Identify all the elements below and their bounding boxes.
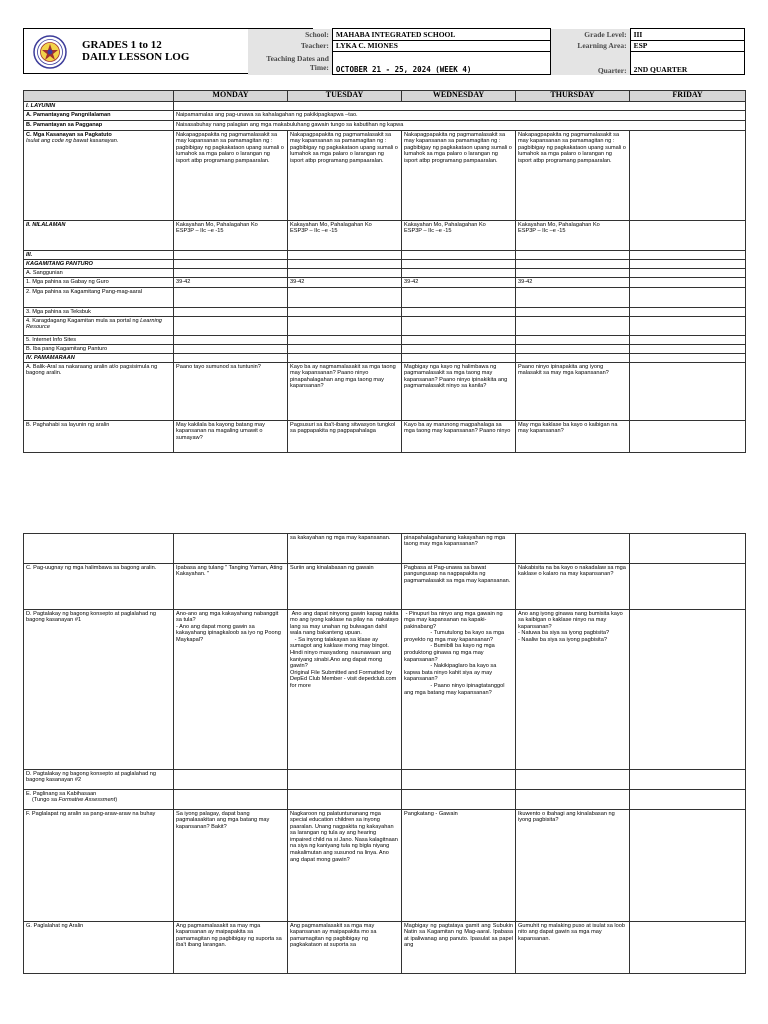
kasanayan-thursday: Nakapagpapakita ng pagmamalasakit sa may kapansanan sa pamamagitan ng : pagbibigay ng pagkakataon upang sumali o lumahok sa mga palaro o larangan ng isport atbp programang pampaaralan.: [516, 131, 630, 221]
blank-cell: [516, 317, 630, 336]
roman-three-row: [24, 251, 746, 260]
pamantayang-pangnilalaman-text: Naipamamalas ang pag-unawa sa kahalagahan ng pakikipagkapwa –tao.: [174, 111, 746, 121]
paglalahat-monday: Ang pagmamalasakit sa may mga kapansanan ay maipapakita sa pamamagitan ng pagbibigay ng suporta sa iba't ibang larangan.: [174, 922, 288, 974]
blank-cell: [174, 354, 288, 363]
blank-cell: [402, 770, 516, 790]
paglalapat-friday: [630, 810, 746, 922]
nilalaman-text: Kakayahan Mo, Pahalagahan Ko: [176, 221, 258, 228]
blank-cell: [630, 317, 746, 336]
dates-label-line-2: Time:: [309, 63, 329, 72]
pamantayan-pagganap-label: B. Pamantayan sa Pagganap: [24, 121, 174, 131]
pagtalakay-1-row: [24, 610, 746, 770]
blank-cell: [174, 260, 288, 269]
gabay-monday: 39-42: [174, 278, 288, 288]
karagdagang-kagamitan-row: [24, 317, 746, 336]
pag-uugnay-thursday: Nakabisita na ba kayo o nakadalaw sa mga kaklase o kalaro na may kapansanan?: [516, 564, 630, 610]
blank-cell: [516, 354, 630, 363]
nilalaman-tuesday: [288, 221, 402, 251]
blank-cell: [630, 260, 746, 269]
balik-aral-friday: [630, 363, 746, 421]
paglalapat-wednesday: Pangkatang - Gawain: [402, 810, 516, 922]
blank-cell: [174, 269, 288, 278]
blank-cell: [516, 534, 630, 564]
paglalapat-monday: Sa iyong palagay, dapat bang pagmalasakitan ang mga batang may kapansanan? Bakit?: [174, 810, 288, 922]
pagtalakay-1-label: D. Pagtalakay ng bagong konsepto at paglalahad ng bagong kasanayan #1: [24, 610, 174, 770]
deped-seal-icon: [33, 35, 67, 69]
blank-cell: [402, 317, 516, 336]
paglinang-sub: [26, 797, 171, 804]
blank-cell: [402, 251, 516, 260]
nilalaman-wednesday: [402, 221, 516, 251]
title-line-2: DAILY LESSON LOG: [82, 51, 190, 63]
gabay-tuesday: 39-42: [288, 278, 402, 288]
pagtalakay-1-friday: [630, 610, 746, 770]
blank-cell: [174, 534, 288, 564]
blank-cell: [402, 345, 516, 354]
blank-cell: [174, 345, 288, 354]
nilalaman-friday: [630, 221, 746, 251]
dates-label-line-1: Teaching Dates and: [266, 54, 329, 63]
karagdagang-text: 4. Karagdagang Kagamitan mula sa portal ng: [26, 317, 141, 324]
pagtalakay-2-label: D. Pagtalakay ng bagong konsepto at paglalahad ng bagong kasanayan #2: [24, 770, 174, 790]
nilalaman-text: Kakayahan Mo, Pahalagahan Ko: [404, 221, 486, 228]
paglinang-sub-3: ): [115, 797, 118, 804]
kasanayan-row: [24, 131, 746, 221]
pagtalakay-1-tuesday: Ano ang dapat ninyong gawin kapag nakita mo ang iyong kaklase na pilay na nakatayo lang sa may unahan ng bulwagan dahil wala nang bakanteng upuan. - Sa inyong talakayan sa klase ay sumagot ang kaklase mong may bingot. Hindi ninyo masyadong naunawaan ang kaniyang sinabi.Ano ang dapat mong gawin? Original File Submitted and Formatted by DepEd Club Member - visit depedclub.com for more: [288, 610, 402, 770]
school-label: School:: [248, 29, 332, 41]
paghahabi-tuesday: Pagsusuri sa iba't-ibang sitwasyon tungkol sa pagpapakita ng pagpapahalaga: [288, 421, 402, 453]
kasanayan-tuesday: Nakapagpapakita ng pagmamalasakit sa may kapansanan sa pamamagitan ng : pagbibigay ng pagkakataon upang sumali o lumahok sa mga palaro o larangan ng isport atbp programang pampaaralan.: [288, 131, 402, 221]
dates-value: OCTOBER 21 - 25, 2024 (WEEK 4): [332, 52, 550, 75]
pagtalakay-2-row: [24, 770, 746, 790]
blank-cell: [516, 308, 630, 317]
blank-cell: [288, 770, 402, 790]
kasanayan-wednesday: Nakapagpapakita ng pagmamalasakit sa may kapansanan sa pamamagitan ng : pagbibigay ng pagkakataon upang sumali o lumahok sa mga palaro o larangan ng isport atbp programang pampaaralan.: [402, 131, 516, 221]
area-value: ESP: [630, 40, 744, 52]
blank-cell: [630, 251, 746, 260]
nilalaman-label: II. NILALAMAN: [24, 221, 174, 251]
kasanayan-label-cell: [24, 131, 174, 221]
day-monday: MONDAY: [174, 91, 288, 102]
dates-label: [248, 52, 332, 75]
quarter-value: 2ND QUARTER: [630, 52, 744, 75]
pag-uugnay-monday: Ipabasa ang tulang " Tanging Yaman, Ating Kakayahan. ": [174, 564, 288, 610]
dll-header: [23, 28, 745, 74]
day-friday: FRIDAY: [630, 91, 746, 102]
karagdagang-kagamitan-label: [24, 317, 174, 336]
blank-cell: [630, 790, 746, 810]
blank-cell: [630, 354, 746, 363]
blank-cell: [288, 345, 402, 354]
gabay-guro-row: [24, 278, 746, 288]
balik-aral-thursday: Paano ninyo ipinapakita ang iyong malasakit sa may mga kapansanan?: [516, 363, 630, 421]
blank-cell: [516, 336, 630, 345]
blank-cell: [516, 269, 630, 278]
quarter-label: Quarter:: [551, 52, 631, 75]
balik-aral-label: A. Balik-Aral sa nakaraang aralin at/o pagsisimula ng bagong aralin.: [24, 363, 174, 421]
nilalaman-text: Kakayahan Mo, Pahalagahan Ko: [290, 221, 372, 228]
blank-cell: [174, 288, 288, 308]
teacher-value: LYKA C. MIONES: [332, 40, 550, 52]
paglinang-sub-1: (Tungo sa: [32, 797, 59, 804]
gabay-guro-label: 1. Mga pahina sa Gabay ng Guro: [24, 278, 174, 288]
blank-cell: [288, 354, 402, 363]
blank-cell: [288, 317, 402, 336]
nilalaman-thursday: [516, 221, 630, 251]
blank-cell: [630, 770, 746, 790]
internet-info-row: [24, 336, 746, 345]
layunin-blank: [174, 102, 746, 111]
blank-cell: [516, 251, 630, 260]
kagamitang-pang-mag-aaral-row: [24, 288, 746, 308]
blank-cell: [516, 288, 630, 308]
nilalaman-monday: [174, 221, 288, 251]
blank-cell: [174, 317, 288, 336]
pamamaraan-label: IV. PAMAMARAAN: [24, 354, 174, 363]
kasanayan-monday: Nakapagpapakita ng pagmamalasakit sa may kapansanan sa pamamagitan ng : pagbibigay ng pagkakataon upang sumali o lumahok sa mga palaro o larangan ng isport atbp programang pampaaralan.: [174, 131, 288, 221]
blank-cell: [288, 308, 402, 317]
blank-cell: [288, 251, 402, 260]
blank-cell: [516, 770, 630, 790]
layunin-heading: I. LAYUNIN: [24, 102, 174, 111]
pamantayang-pangnilalaman-label: A. Pamantayang Pangnilalaman: [24, 111, 174, 121]
balik-aral-tuesday: Kayo ba ay nagmamalasakit sa mga taong may kapansanan? Paano ninyo pinapahalagahan ang mga taong may kapansanan?: [288, 363, 402, 421]
nilalaman-code: ESP3P – IIc –e -15: [518, 228, 566, 235]
nilalaman-row: [24, 221, 746, 251]
paghahabi-monday: May kakilala ba kayong batang may kapansanan na magaling umawit o sumayaw?: [174, 421, 288, 453]
blank-cell: [402, 354, 516, 363]
blank-cell: [288, 260, 402, 269]
blank-cell: [174, 790, 288, 810]
paghahabi-label: B. Paghahabi sa layunin ng aralin: [24, 421, 174, 453]
blank-cell: [630, 345, 746, 354]
paglinang-label: E. Paglinang sa Kabihasaan: [26, 790, 97, 797]
pamamaraan-row: [24, 354, 746, 363]
paglalapat-row: [24, 810, 746, 922]
pagtalakay-1-thursday: Ano ang iyong ginawa nang bumisita kayo sa kaibigan o kaklase ninyo na may kapansanan? - Natuwa ba siya sa iyong pagbisita? - Naaliw ba siya sa iyong pagbisita?: [516, 610, 630, 770]
paglalapat-thursday: Ikuwento o ibahagi ang kinalabasan ng iyong pagbisita?: [516, 810, 630, 922]
paghahabi-thursday: May mga kaklase ba kayo o kaibigan na may kapansanan?: [516, 421, 630, 453]
iba-pang-kagamitan-row: [24, 345, 746, 354]
paglinang-label-cell: [24, 790, 174, 810]
pamantayan-pagganap-row: [24, 121, 746, 131]
blank-cell: [402, 790, 516, 810]
blank-cell: [174, 770, 288, 790]
balik-aral-row: [24, 363, 746, 421]
iba-pang-kagamitan-label: B. Iba pang Kagamitang Panturo: [24, 345, 174, 354]
blank-cell: [402, 336, 516, 345]
paghahabi-friday: [630, 421, 746, 453]
gabay-wednesday: 39-42: [402, 278, 516, 288]
grade-label: Grade Level:: [551, 29, 631, 41]
blank-cell: [630, 269, 746, 278]
pagtalakay-1-wednesday: - Pinupuri ba ninyo ang mga gawain ng mga may kapansanan na kapaki-pakinabang? - Tumutulong ba kayo sa mga proyekto ng mga may kapansanan? - Bumibili ba kayo ng mga produktong ginawa ng mga may kapansanan? - Nakikipaglaro ba kayo sa kapwa bata ninyo kahit siya ay may kapansanan? - Paano ninyo ipinagtatanggol ang mga batang may kapansanan?: [402, 610, 516, 770]
lesson-log-table-page-2: [23, 533, 746, 974]
school-value: MAHABA INTEGRATED SCHOOL: [332, 29, 550, 41]
blank-cell: [402, 260, 516, 269]
blank-cell: [516, 260, 630, 269]
header-info-table: [248, 28, 745, 75]
paglalahat-tuesday: Ang pagmamalasakit sa mga may kapansanan ay maipapakita mo sa pamamagitan ng pagbibigay ng pagkakataon at suporta sa: [288, 922, 402, 974]
blank-cell: [288, 790, 402, 810]
pag-uugnay-friday: [630, 564, 746, 610]
blank-cell: [630, 288, 746, 308]
paghahabi-row: [24, 421, 746, 453]
kasanayan-friday: [630, 131, 746, 221]
paglalapat-tuesday: Nagkaroon ng palatuntunanang mga special education children sa inyong paaralan. Unang nagpakita ng kakayahan sa larangan ng tula ay ang hearing impaired child na si Jano. Nasa kalagitnaan na siya ng kaniyang tula ng bigla niyang makalimutan ang susunod na linya. Ano ang dapat mong gawin?: [288, 810, 402, 922]
blank-cell: [516, 790, 630, 810]
paglalahat-label: G. Paglalahat ng Aralin: [24, 922, 174, 974]
nilalaman-text: Kakayahan Mo, Pahalagahan Ko: [518, 221, 600, 228]
continuation-tuesday: sa kakayahan ng mga may kapansanan.: [288, 534, 402, 564]
blank-cell: [288, 288, 402, 308]
kasanayan-label: C. Mga Kasanayan sa Pagkatuto: [26, 131, 112, 138]
teacher-label: Teacher:: [248, 40, 332, 52]
roman-three: III.: [24, 251, 174, 260]
paglinang-sub-2: Formative Assessment: [58, 797, 116, 804]
day-wednesday: WEDNESDAY: [402, 91, 516, 102]
blank-cell: [174, 308, 288, 317]
paglalahat-wednesday: Magbigay ng pagtataya gamit ang Subukin Natin sa Kagamitan ng Mag-aaral. Ipabasa at ipaliwanag ang panuto. Ipasulat sa papel ang: [402, 922, 516, 974]
blank-header-cell: [24, 91, 174, 102]
blank-cell: [630, 534, 746, 564]
pagtalakay-1-monday: Ano-ano ang mga kakayahang nabanggit sa tula? - Ano ang dapat mong gawin sa kakayahang ipinagkaloob sa iyo ng Poong Maykapal?: [174, 610, 288, 770]
day-header-row: [24, 91, 746, 102]
blank-cell: [630, 336, 746, 345]
day-tuesday: TUESDAY: [288, 91, 402, 102]
continuation-wednesday: pinapahalagahanang kakayahan ng mga taong may mga kapansanan?: [402, 534, 516, 564]
blank-cell: [288, 269, 402, 278]
kagamitang-pang-mag-aaral-label: 2. Mga pahina sa Kagamitang Pang-mag-aaral: [24, 288, 174, 308]
dll-title: [82, 39, 189, 63]
paghahabi-wednesday: Kayo ba ay marunong magpahalaga sa mga taong may kapansanan? Paano ninyo: [402, 421, 516, 453]
grade-value: III: [630, 29, 744, 41]
pag-uugnay-tuesday: Suriin ang kinalabasan ng gawain: [288, 564, 402, 610]
pag-uugnay-label: C. Pag-uugnay ng mga halimbawa sa bagong aralin.: [24, 564, 174, 610]
balik-aral-monday: Paano tayo sumunod sa tuntunin?: [174, 363, 288, 421]
layunin-row: [24, 102, 746, 111]
pag-uugnay-wednesday: Pagbasa at Pag-unawa sa bawat pangungusap na nagpapakita ng pagmamalasakit sa mga may kapansanan.: [402, 564, 516, 610]
paglalapat-label: F. Paglalapat ng aralin sa pang-araw-araw na buhay: [24, 810, 174, 922]
internet-info-label: 5. Internet Info Sites: [24, 336, 174, 345]
blank-cell: [630, 308, 746, 317]
pamantayan-pagganap-text: Naisasabuhay nang palagian ang mga makabuluhang gawain tungo sa kabutihan ng kapwa: [174, 121, 746, 131]
blank-cell: [402, 269, 516, 278]
blank-cell: [516, 345, 630, 354]
blank-cell: [174, 336, 288, 345]
continuation-row: [24, 534, 746, 564]
nilalaman-code: ESP3P – IIc –e -15: [290, 228, 338, 235]
title-line-1: GRADES 1 to 12: [82, 39, 162, 51]
learning-resource-text: Learning Resource: [26, 317, 162, 331]
pag-uugnay-row: [24, 564, 746, 610]
paglinang-row: [24, 790, 746, 810]
blank-cell: [24, 534, 174, 564]
blank-cell: [288, 336, 402, 345]
blank-cell: [402, 308, 516, 317]
gabay-friday: [630, 278, 746, 288]
nilalaman-code: ESP3P – IIc –e -15: [176, 228, 224, 235]
balik-aral-wednesday: Magbigay nga kayo ng halimbawa ng pagmamalasakit sa mga taong may kapansanan? Paano ninyo ipinakikita ang pagmamalasakit ninyo sa kanila?: [402, 363, 516, 421]
kasanayan-sub: Isulat ang code ng bawat kasanayan.: [26, 138, 119, 145]
kagamitan-heading: KAGAMITANG PANTURO: [24, 260, 174, 269]
nilalaman-code: ESP3P – IIc –e -15: [404, 228, 452, 235]
area-label: Learning Area:: [551, 40, 631, 52]
blank-cell: [402, 288, 516, 308]
kagamitan-heading-row: [24, 260, 746, 269]
paglalahat-thursday: Gumuhit ng malaking puso at isulat sa loob nito ang dapat gawin sa mga may kapansanan.: [516, 922, 630, 974]
paglalahat-friday: [630, 922, 746, 974]
paglalahat-row: [24, 922, 746, 974]
teksbuk-label: 3. Mga pahina sa Teksbuk: [24, 308, 174, 317]
gabay-thursday: 39-42: [516, 278, 630, 288]
day-thursday: THURSDAY: [516, 91, 630, 102]
sanggunian-label: A. Sanggunian: [24, 269, 174, 278]
pamantayang-pangnilalaman-row: [24, 111, 746, 121]
blank-cell: [174, 251, 288, 260]
teksbuk-row: [24, 308, 746, 317]
sanggunian-row: [24, 269, 746, 278]
lesson-log-table-page-1: [23, 90, 746, 453]
